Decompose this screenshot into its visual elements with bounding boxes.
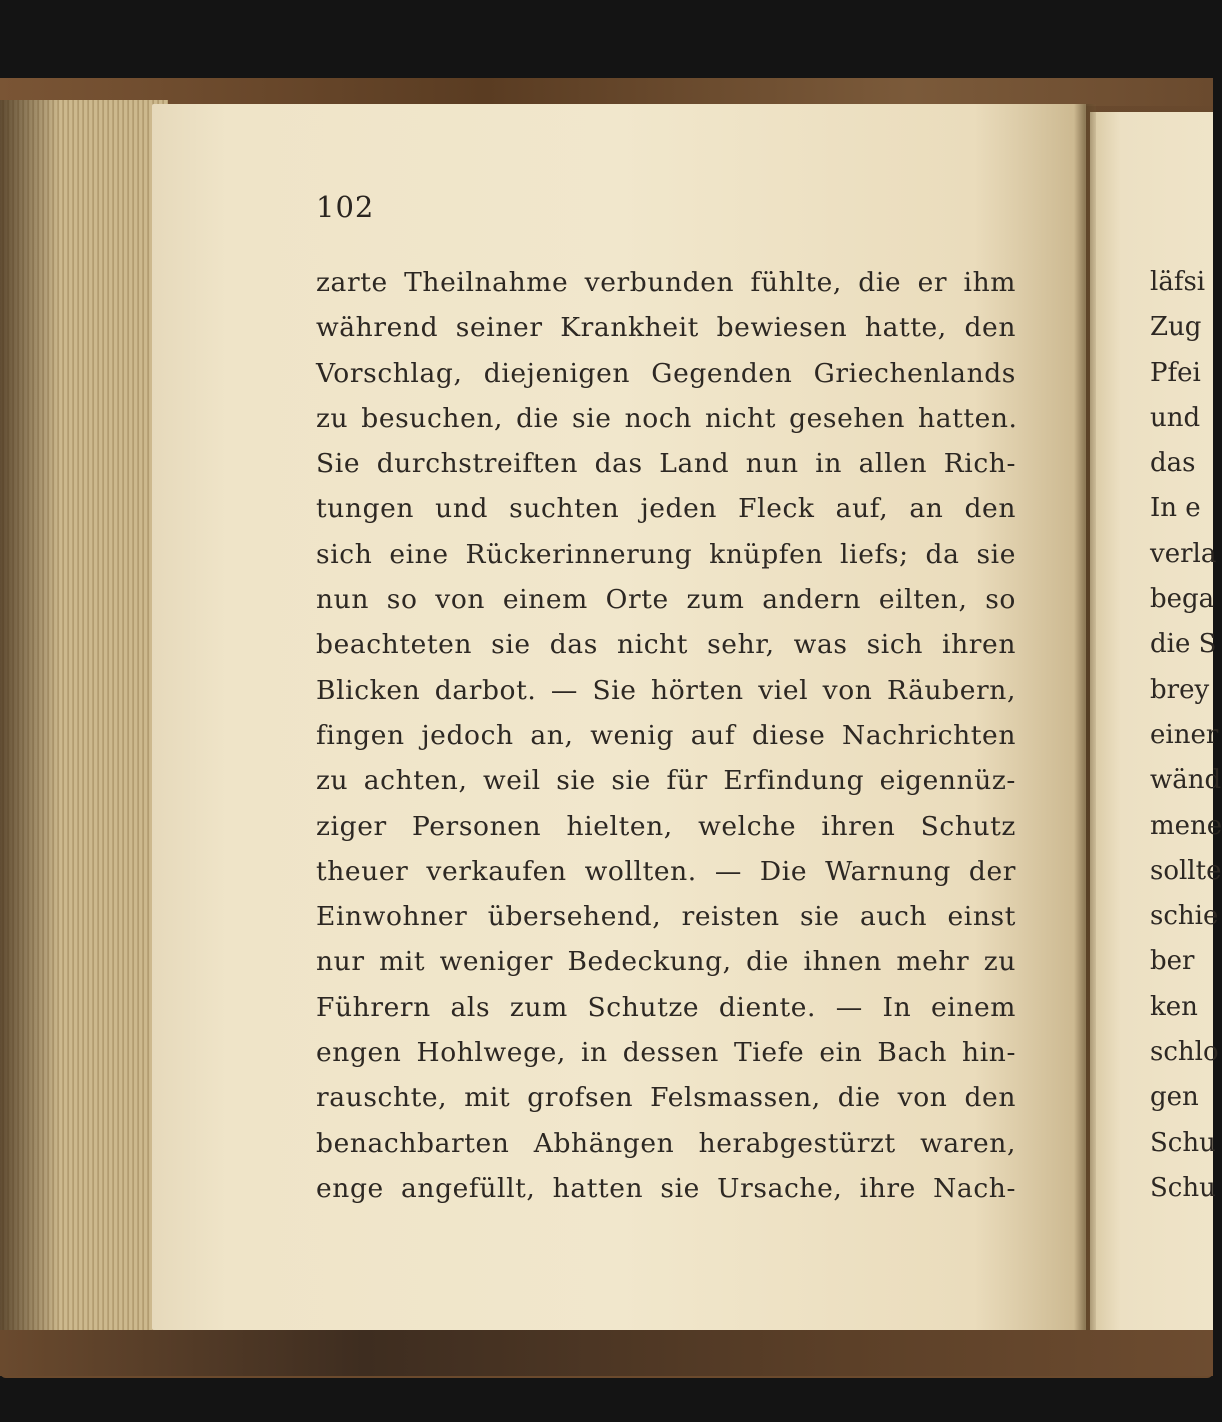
book-gutter: [1074, 104, 1096, 1330]
text-line: nun so von einem Orte zum andern eilten, so: [316, 584, 1016, 616]
text-line: Schu: [1150, 1127, 1216, 1158]
text-line: beachteten sie das nicht sehr, was sich ihren: [316, 629, 1016, 661]
text-line: während seiner Krankheit bewiesen hatte, den: [316, 312, 1016, 344]
text-line: verla: [1150, 538, 1217, 569]
text-line: Vorschlag, diejenigen Gegenden Griechenlands: [316, 357, 1016, 389]
text-line: sich eine Rückerinnerung knüpfen liefs; da sie: [316, 538, 1016, 570]
text-line: ber: [1150, 946, 1195, 977]
text-line: ken: [1150, 991, 1198, 1022]
cover-top-edge: [0, 78, 1213, 106]
text-line: Blicken darbot. — Sie hörten viel von Räubern,: [316, 674, 1016, 706]
text-line: rauschte, mit grofsen Felsmassen, die von den: [316, 1082, 1016, 1114]
text-line: benachbarten Abhängen herabgestürzt waren,: [316, 1127, 1016, 1159]
text-line: fingen jedoch an, wenig auf diese Nachrichten: [316, 719, 1016, 751]
left-page-text: [316, 260, 1016, 1211]
text-line: theuer verkaufen wollten. — Die Warnung der: [316, 855, 1016, 887]
text-line: Pfei: [1150, 357, 1201, 388]
text-line: Führern als zum Schutze diente. — In einem: [316, 991, 1016, 1023]
text-line: bega: [1150, 584, 1215, 615]
text-line: wänd: [1150, 765, 1222, 796]
text-line: mene: [1150, 810, 1222, 841]
text-line: brey: [1150, 674, 1210, 705]
text-line: Schu: [1150, 1172, 1216, 1203]
cover-bottom-edge: [0, 1328, 1213, 1376]
text-line: zu achten, weil sie sie für Erfindung eigennüz-: [316, 765, 1016, 797]
text-line: sollte: [1150, 855, 1222, 886]
text-line: Zug: [1150, 312, 1202, 343]
text-line: tungen und suchten jeden Fleck auf, an den: [316, 493, 1016, 525]
text-line: zarte Theilnahme verbunden fühlte, die er ihm: [316, 267, 1016, 298]
text-line: engen Hohlwege, in dessen Tiefe ein Bach hin-: [316, 1037, 1016, 1069]
text-line: schie: [1150, 901, 1219, 932]
text-line: die S: [1150, 629, 1217, 660]
text-line: In e: [1150, 493, 1201, 524]
right-page-text: [1150, 260, 1222, 1211]
text-line: und: [1150, 402, 1201, 433]
text-line: zu besuchen, die sie noch nicht gesehen hatten.: [316, 402, 1018, 434]
text-line: enge angefüllt, hatten sie Ursache, ihre Nach-: [316, 1172, 1016, 1204]
text-line: läfsi: [1150, 267, 1206, 297]
text-line: schlo: [1150, 1037, 1219, 1068]
text-line: nur mit weniger Bedeckung, die ihnen mehr zu: [316, 946, 1016, 978]
page-number: 102: [316, 190, 375, 224]
text-line: Sie durchstreiften das Land nun in allen Rich-: [316, 448, 1016, 480]
text-line: Einwohner übersehend, reisten sie auch einst: [316, 901, 1016, 933]
text-line: ziger Personen hielten, welche ihren Schutz: [316, 810, 1016, 842]
text-line: das: [1150, 448, 1196, 479]
page-block-shadow: [0, 100, 60, 1330]
text-line: einer: [1150, 719, 1219, 750]
text-line: gen: [1150, 1082, 1199, 1113]
